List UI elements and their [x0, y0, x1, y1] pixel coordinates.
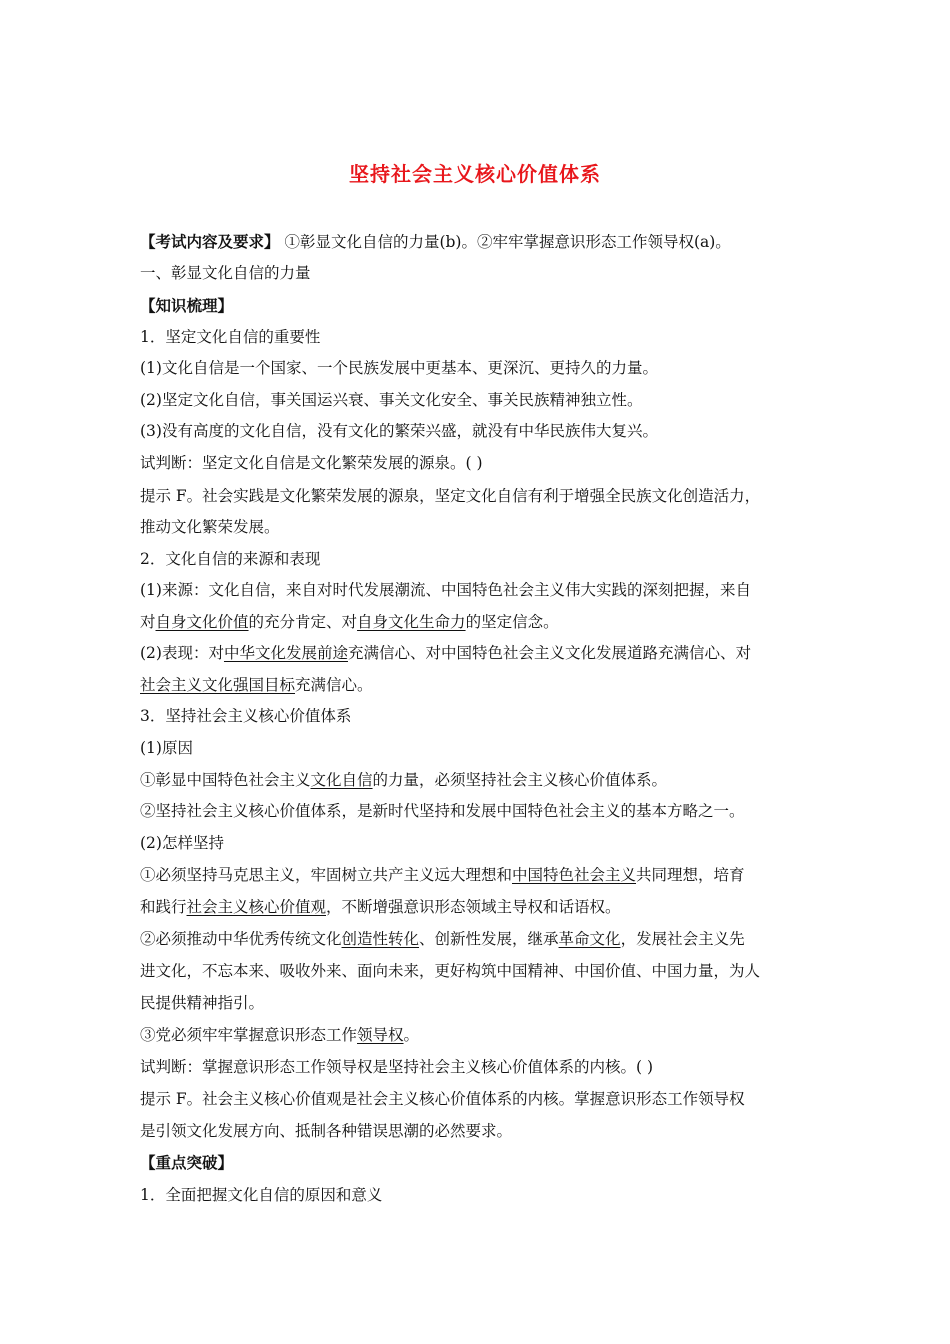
text-run: (1)原因: [140, 739, 193, 757]
text-run: 、创新性发展，继承: [419, 930, 559, 948]
text-run: 的坚定信念。: [465, 613, 559, 631]
text-run: 2．文化自信的来源和表现: [140, 550, 321, 568]
text-line: [140, 358, 658, 378]
text-run: ②坚持社会主义核心价值体系，是新时代坚持和发展中国特色社会主义的基本方略之一。: [140, 802, 745, 820]
text-run: 充满信心。: [295, 676, 373, 694]
text-run: 试判断：坚定文化自信是文化繁荣发展的源泉。( ): [140, 454, 483, 472]
text-run: 1．全面把握文化自信的原因和意义: [140, 1186, 383, 1204]
text-line: [140, 390, 642, 410]
text-line: [140, 738, 193, 758]
text-run: 。: [403, 1026, 420, 1044]
text-line: [140, 549, 320, 569]
underlined-term: 领导权: [357, 1026, 404, 1044]
section-heading: 【考试内容及要求】: [140, 233, 280, 251]
text-line: [140, 263, 311, 283]
text-run: 是引领文化发展方向、抵制各种错误思潮的必然要求。: [140, 1122, 513, 1140]
underlined-term: 自身文化生命力: [357, 613, 466, 631]
text-run: ②必须推动中华优秀传统文化: [140, 930, 342, 948]
text-run: ①彰显中国特色社会主义: [140, 771, 311, 789]
text-line: [140, 993, 264, 1013]
text-run: 提示 F。社会实践是文化繁荣发展的源泉，坚定文化自信有利于增强全民族文化创造活力，: [140, 487, 761, 505]
text-line: [140, 517, 280, 537]
text-line: [140, 833, 224, 853]
text-line: [140, 232, 731, 252]
text-line: [140, 1153, 233, 1173]
text-line: [140, 453, 483, 473]
text-line: [140, 675, 373, 695]
text-run: ，发展社会主义先: [620, 930, 745, 948]
text-line: [140, 801, 745, 821]
text-run: (1)文化自信是一个国家、一个民族发展中更基本、更深沉、更持久的力量。: [140, 359, 658, 377]
text-run: 民提供精神指引。: [140, 994, 265, 1012]
underlined-term: 创造性转化: [341, 930, 420, 948]
underlined-term: 自身文化价值: [155, 613, 249, 631]
text-line: [140, 296, 233, 316]
text-run: ①彰显文化自信的力量(b)。②牢牢掌握意识形态工作领导权(a)。: [279, 233, 731, 251]
text-run: (2)表现：对: [140, 644, 224, 662]
underlined-term: 社会主义文化强国目标: [140, 676, 296, 694]
text-run: 的充分肯定、对: [248, 613, 358, 631]
text-line: [140, 1025, 419, 1045]
section-heading: 【重点突破】: [140, 1154, 234, 1172]
text-line: [140, 580, 751, 600]
text-line: [140, 1089, 745, 1109]
text-line: [140, 1057, 653, 1077]
text-run: ③党必须牢牢掌握意识形态工作: [140, 1026, 358, 1044]
text-run: 提示 F。社会主义核心价值观是社会主义核心价值体系的内核。掌握意识形态工作领导权: [140, 1090, 745, 1108]
text-run: (3)没有高度的文化自信，没有文化的繁荣兴盛，就没有中华民族伟大复兴。: [140, 422, 658, 440]
text-run: 的力量，必须坚持社会主义核心价值体系。: [372, 771, 668, 789]
underlined-term: 中华文化发展前途: [223, 644, 348, 662]
text-line: [140, 929, 745, 949]
text-run: 1．坚定文化自信的重要性: [140, 328, 321, 346]
text-run: 充满信心、对中国特色社会主义文化发展道路充满信心、对: [347, 644, 751, 662]
text-run: ，不断增强意识形态领域主导权和话语权。: [326, 898, 621, 916]
text-line: [140, 643, 751, 663]
text-line: [140, 865, 745, 885]
text-run: (2)坚定文化自信，事关国运兴衰、事关文化安全、事关民族精神独立性。: [140, 391, 643, 409]
text-run: ①必须坚持马克思主义，牢固树立共产主义远大理想和: [140, 866, 513, 884]
text-line: [140, 770, 667, 790]
text-line: [140, 486, 760, 506]
text-line: [140, 706, 351, 726]
text-run: 对: [140, 613, 156, 631]
underlined-term: 文化自信: [310, 771, 373, 789]
text-run: 共同理想，培育: [636, 866, 745, 884]
text-run: (1)来源：文化自信，来自对时代发展潮流、中国特色社会主义伟大实践的深刻把握，来自: [140, 581, 751, 599]
underlined-term: 革命文化: [558, 930, 621, 948]
text-line: [140, 612, 559, 632]
underlined-term: 中国特色社会主义: [512, 866, 637, 884]
text-line: [140, 421, 658, 441]
section-heading: 【知识梳理】: [140, 297, 234, 315]
text-line: [140, 897, 621, 917]
text-run: 试判断：掌握意识形态工作领导权是坚持社会主义核心价值体系的内核。( ): [140, 1058, 654, 1076]
text-run: 推动文化繁荣发展。: [140, 518, 280, 536]
text-run: 一、彰显文化自信的力量: [140, 264, 311, 282]
text-line: [140, 1121, 512, 1141]
text-line: [140, 327, 320, 347]
text-run: (2)怎样坚持: [140, 834, 224, 852]
page-title: 坚持社会主义核心价值体系: [349, 162, 601, 186]
text-run: 3．坚持社会主义核心价值体系: [140, 707, 352, 725]
text-run: 进文化，不忘本来、吸收外来、面向未来，更好构筑中国精神、中国价值、中国力量，为人: [140, 962, 761, 980]
underlined-term: 社会主义核心价值观: [186, 898, 327, 916]
text-run: 和践行: [140, 898, 187, 916]
text-line: [140, 961, 760, 981]
text-line: [140, 1185, 382, 1205]
